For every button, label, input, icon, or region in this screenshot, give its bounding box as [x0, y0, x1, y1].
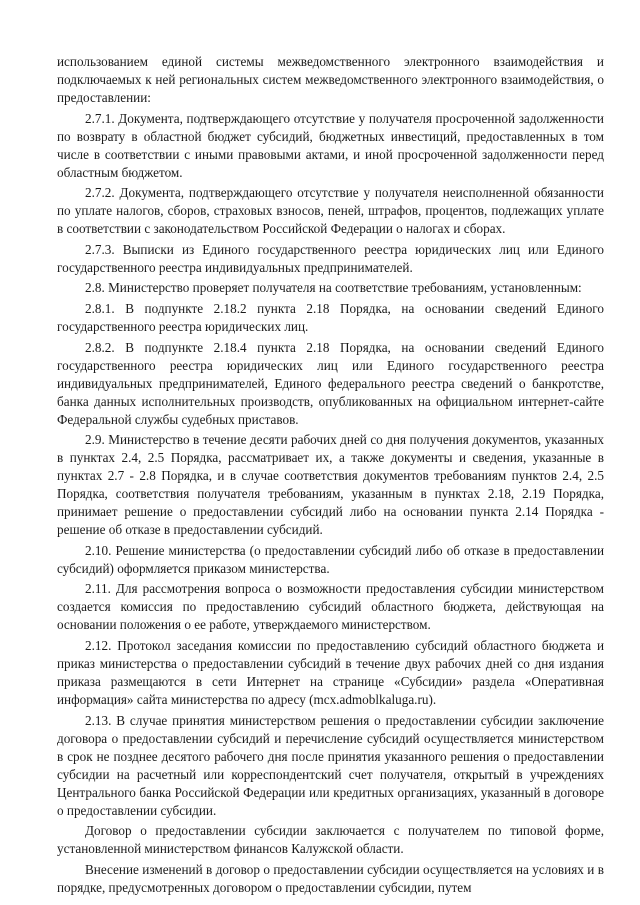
paragraph-2-7-2: 2.7.2. Документа, подтверждающего отсутствие у получателя неисполненной обязанности по уплате налогов, сборов, страховых взносов, пеней, штрафов, процентов, подлежащих уплате в соответствии с законодательством Российской Федерации о налогах и сборах. [57, 185, 604, 237]
paragraph-2-11: 2.11. Для рассмотрения вопроса о возможности предоставления субсидии министерством создается комиссия по предоставлению субсидий областного бюджета, действующая на основании положения о ее работе, утверждаемого министерством. [57, 581, 604, 633]
paragraph-2-8-1: 2.8.1. В подпункте 2.18.2 пункта 2.18 Порядка, на основании сведений Единого государственного реестра юридических лиц. [57, 300, 604, 334]
paragraph-2-8: 2.8. Министерство проверяет получателя на соответствие требованиям, установленным: [85, 280, 582, 296]
paragraph-2-7-1: 2.7.1. Документа, подтверждающего отсутствие у получателя просроченной задолженности по возврату в областной бюджет субсидий, бюджетных инвестиций, предоставленных в том числе в соответствии с иными правовыми актами, и иной просроченной задолженности перед областным бюджетом. [57, 110, 604, 180]
paragraph-2-7-3: 2.7.3. Выписки из Единого государственного реестра юридических лиц или Единого государственного реестра индивидуальных предпринимателей. [57, 241, 604, 275]
paragraph-agreement-form: Договор о предоставлении субсидии заключается с получателем по типовой форме, установленной министерством финансов Калужской области. [57, 823, 604, 857]
paragraph-continuation: использованием единой системы межведомственного электронного взаимодействия и подключаемых к ней региональных систем межведомственного электронного взаимодействия, о предоставлении: [57, 54, 604, 105]
document-page [57, 53, 604, 899]
paragraph-2-13: 2.13. В случае принятия министерством решения о предоставлении субсидии заключение договора о предоставлении субсидий и перечисление субсидий осуществляется министерством в срок не позднее десятого рабочего дня после принятия указанного решения о предоставлении субсидии на расчетный или корреспондентский счет получателя, открытый в учреждениях Центрального банка Российской Федерации или кредитных организациях, указанный в договоре о предоставлении субсидии. [57, 712, 604, 818]
paragraph-2-8-2: 2.8.2. В подпункте 2.18.4 пункта 2.18 Порядка, на основании сведений Единого государственного реестра юридических лиц или Единого государственного реестра индивидуальных предпринимателей, Единого федерального реестра сведений о банкротстве, банка данных исполнительных производств, опубликованных на официальном интернет-сайте Федеральной службы судебных приставов. [57, 339, 604, 427]
paragraph-2-9: 2.9. Министерство в течение десяти рабочих дней со дня получения документов, указанных в пунктах 2.4, 2.5 Порядка, рассматривает их, а также документы и сведения, указанные в пунктах 2.7 - 2.8 Порядка, и в случае соответствия документов требованиям пунктов 2.4, 2.5 Порядка, соответствия получателя требованиям, указанным в пунктах 2.18, 2.19 Порядка, принимает решение о предоставлении субсидий либо на основании пункта 2.14 Порядка - решение об отказе в предоставлении субсидий. [57, 432, 604, 538]
paragraph-agreement-changes: Внесение изменений в договор о предоставлении субсидии осуществляется на условиях и в порядке, предусмотренных договором о предоставлении субсидии, путем [57, 861, 604, 895]
paragraph-2-10: 2.10. Решение министерства (о предоставлении субсидий либо об отказе в предоставлении субсидий) оформляется приказом министерства. [57, 542, 604, 576]
paragraph-2-12: 2.12. Протокол заседания комиссии по предоставлению субсидий областного бюджета и приказ министерства о предоставлении субсидий в течение двух рабочих дней со дня издания приказа размещаются в сети Интернет на странице «Субсидии» раздела «Оперативная информация» сайта министерства по адресу (mcx.admoblkaluga.ru). [57, 637, 604, 707]
